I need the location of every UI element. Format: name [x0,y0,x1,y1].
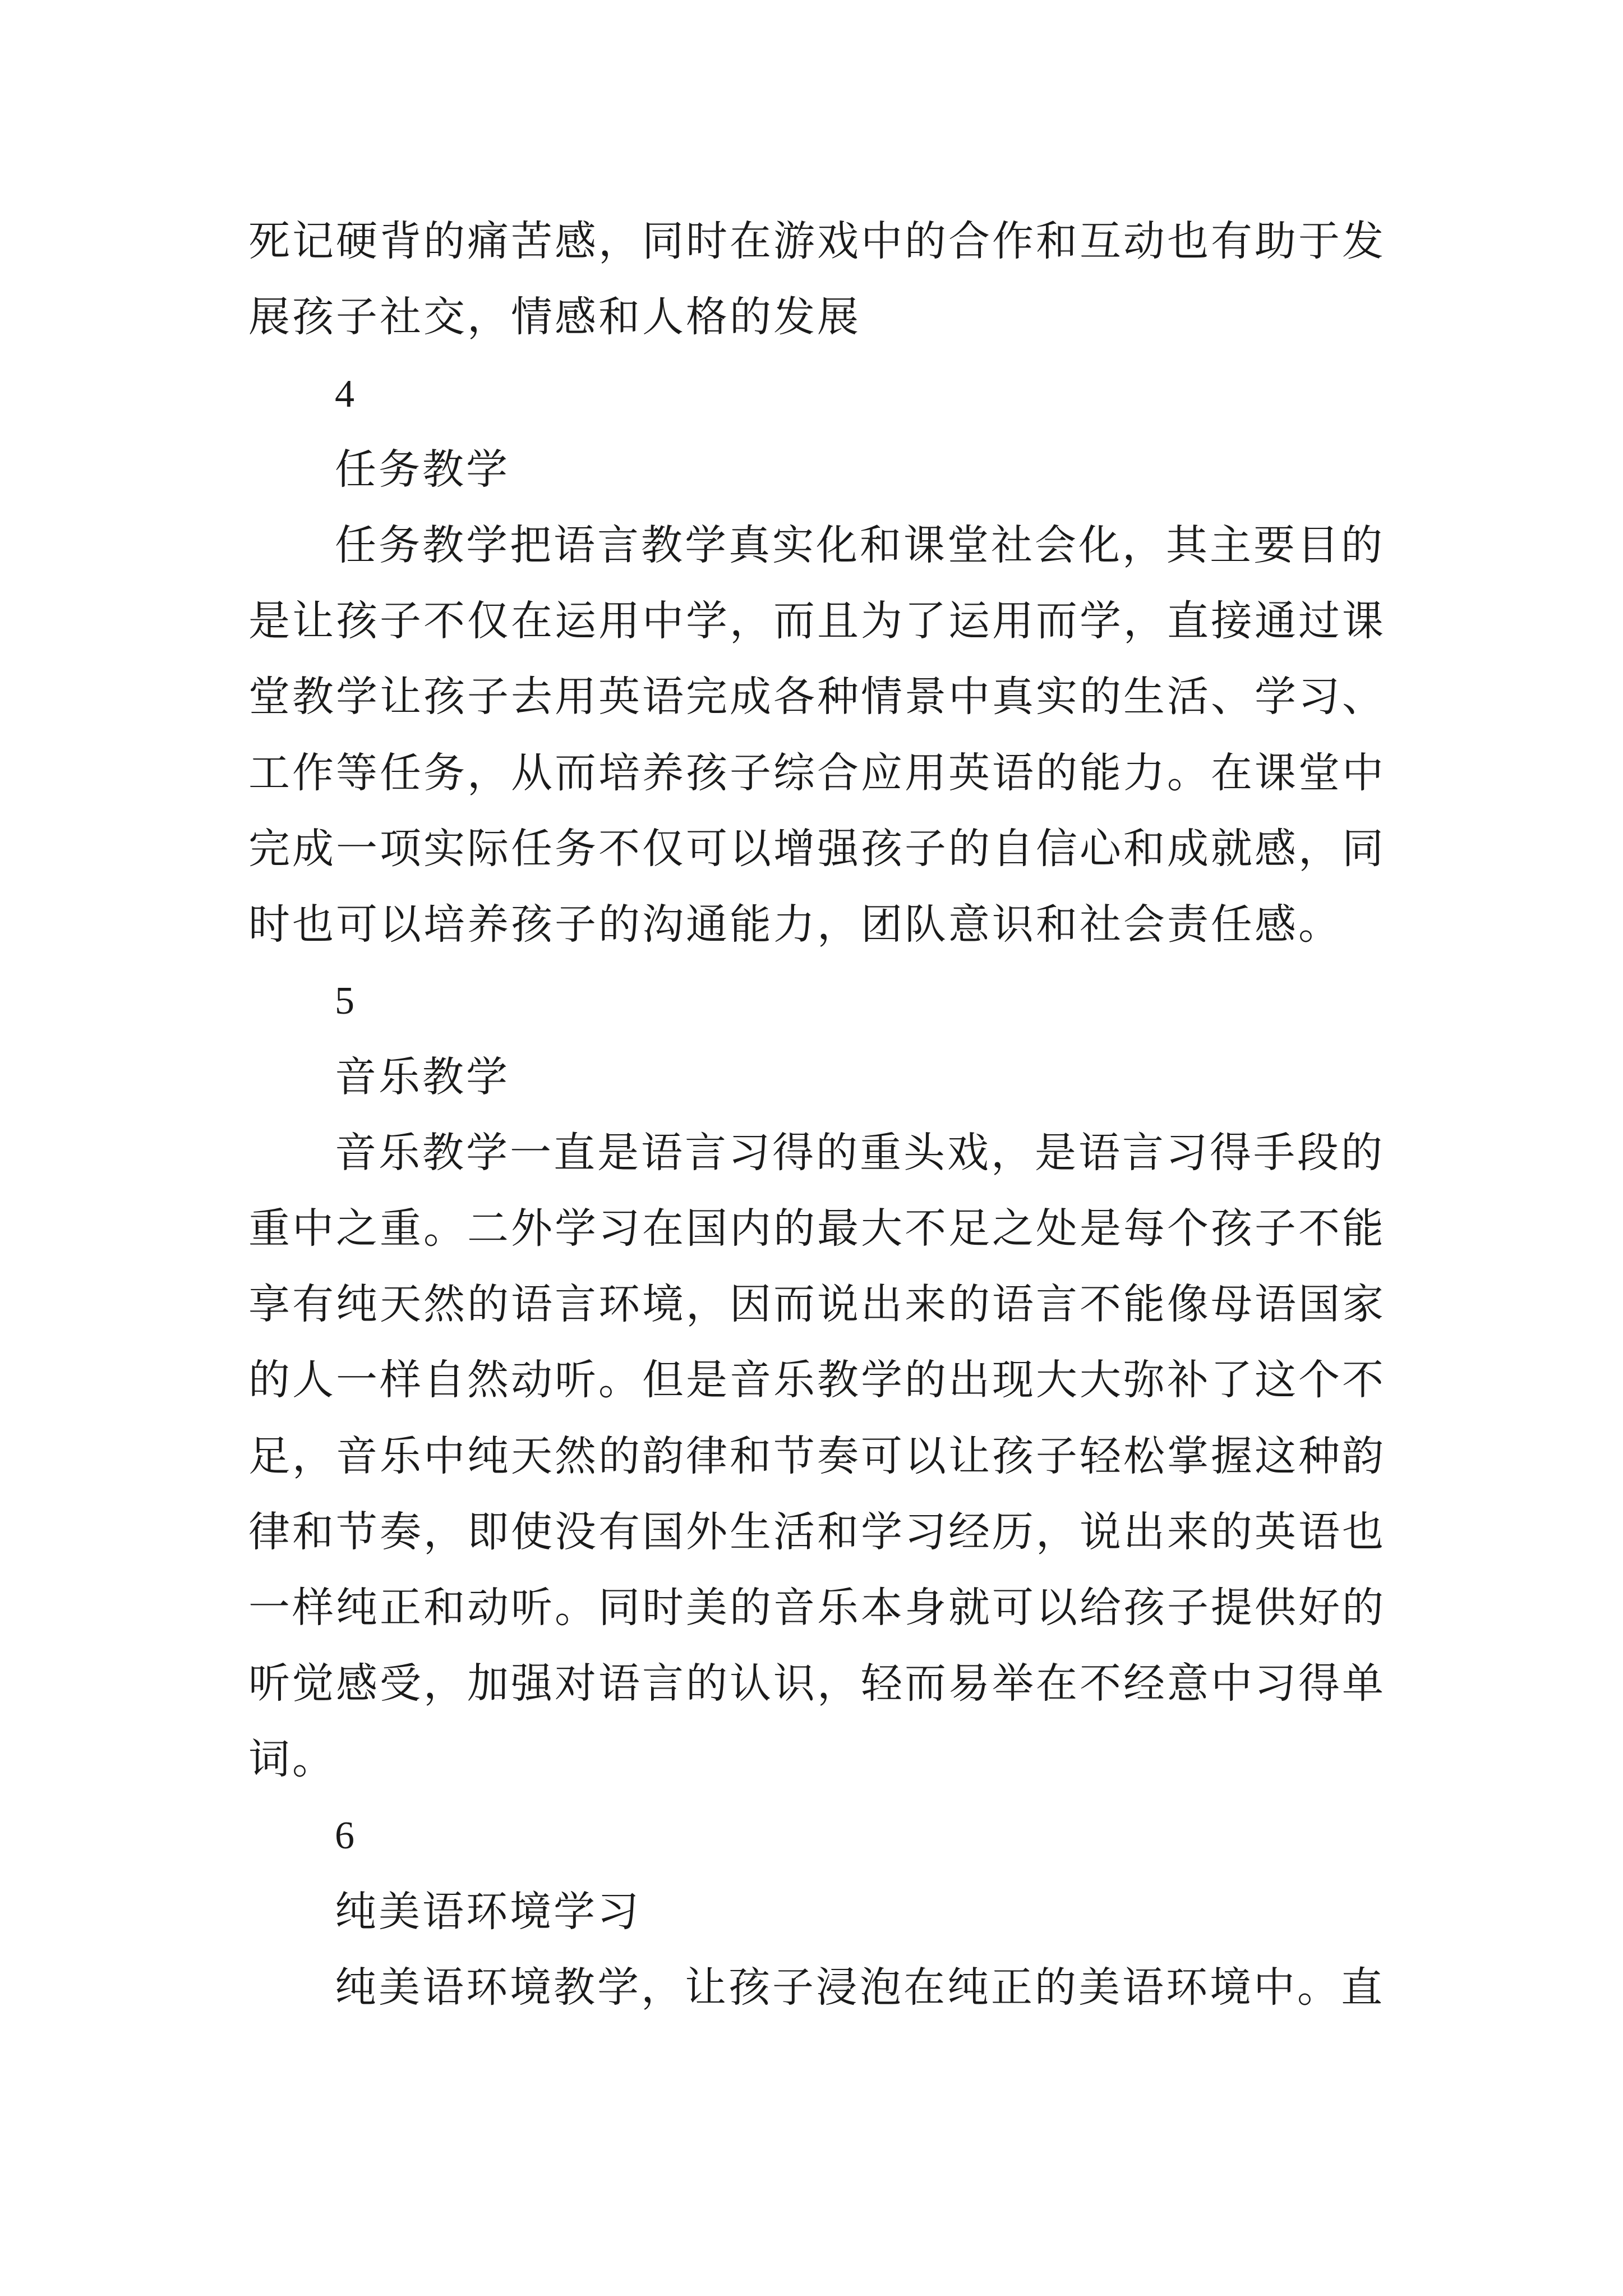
body-text-line: 音乐教学一直是语言习得的重头戏，是语言习得手段的 [335,1129,1385,1177]
body-text-line: 完成一项实际任务不仅可以增强孩子的自信心和成就感，同 [248,825,1386,873]
section-number: 4 [335,372,357,416]
section-number: 6 [335,1814,357,1857]
body-text-line: 堂教学让孩子去用英语完成各种情景中真实的生活、学习、 [248,673,1386,721]
body-text-line: 重中之重。二外学习在国内的最大不足之处是每个孩子不能 [248,1204,1386,1253]
body-text-line: 任务教学把语言教学真实化和课堂社会化，其主要目的 [335,521,1385,569]
body-text-line: 足，音乐中纯天然的韵律和节奏可以让孩子轻松掌握这种韵 [248,1432,1386,1480]
section-heading: 纯美语环境学习 [335,1888,641,1936]
body-text-line: 展孩子社交，情感和人格的发展 [248,293,861,341]
body-text-line: 听觉感受，加强对语言的认识，轻而易举在不经意中习得单 [248,1659,1386,1708]
section-heading: 任务教学 [335,445,510,494]
section-number: 5 [335,979,357,1023]
body-text-line: 时也可以培养孩子的沟通能力，团队意识和社会责任感。 [248,900,1342,949]
body-text-line: 工作等任务，从而培养孩子综合应用英语的能力。在课堂中 [248,749,1386,797]
body-text-line: 享有纯天然的语言环境，因而说出来的语言不能像母语国家 [248,1280,1386,1328]
body-text-line: 词。 [248,1735,336,1783]
body-text-line: 纯美语环境教学，让孩子浸泡在纯正的美语环境中。直 [335,1963,1385,2012]
body-text-line: 死记硬背的痛苦感，同时在游戏中的合作和互动也有助于发 [248,217,1386,265]
section-heading: 音乐教学 [335,1053,510,1101]
body-text-line: 是让孩子不仅在运用中学，而且为了运用而学，直接通过课 [248,597,1386,645]
body-text-line: 律和节奏，即使没有国外生活和学习经历，说出来的英语也 [248,1508,1386,1556]
body-text-line: 一样纯正和动听。同时美的音乐本身就可以给孩子提供好的 [248,1584,1386,1632]
body-text-line: 的人一样自然动听。但是音乐教学的出现大大弥补了这个不 [248,1356,1386,1404]
